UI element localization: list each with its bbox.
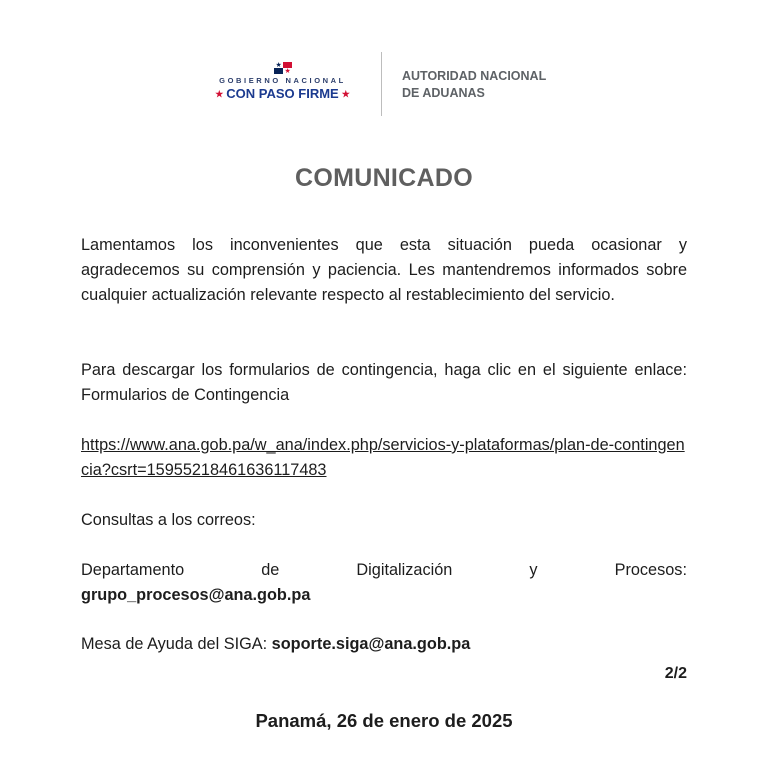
panama-flag-icon: ★ ★: [275, 62, 291, 75]
contingency-link[interactable]: https://www.ana.gob.pa/w_ana/index.php/servicios-y-plataformas/plan-de-contingencia?csrt=15955218461636117483: [81, 436, 685, 479]
consultas-label: Consultas a los correos:: [81, 511, 256, 529]
dept-label-row: Departamento de Digitalización y Procesos:: [81, 561, 687, 579]
mesa-contact: [81, 632, 687, 657]
agency-name: [402, 68, 546, 102]
gobierno-nacional-logo: [200, 62, 365, 101]
star-icon: ★: [341, 89, 350, 99]
gov-top-text: GOBIERNO NACIONAL: [219, 76, 346, 85]
mesa-label: Mesa de Ayuda del SIGA:: [81, 635, 272, 653]
contingency-link-block: [81, 433, 687, 483]
page-number: 2/2: [664, 665, 687, 682]
paragraph-download: Para descargar los formularios de contingencia, haga clic en el siguiente enlace: Formularios de Contingencia: [81, 361, 687, 404]
document-date: Panamá, 26 de enero de 2025: [255, 710, 513, 731]
gov-slogan: ★ CON PASO FIRME ★: [215, 86, 350, 101]
agency-line-2: DE ADUANAS: [402, 86, 485, 100]
page-title: COMUNICADO: [295, 164, 473, 192]
header-divider: [381, 52, 382, 116]
agency-line-1: AUTORIDAD NACIONAL: [402, 69, 547, 83]
mesa-email[interactable]: soporte.siga@ana.gob.pa: [271, 635, 471, 653]
paragraph-apology: Lamentamos los inconvenientes que esta situación pueda ocasionar y agradecemos su comprensión y paciencia. Les mantendremos informados sobre cualquier actualización relevante respecto al restablecimiento del servicio.: [81, 236, 687, 304]
dept-contact: [81, 558, 687, 608]
star-icon: ★: [215, 89, 224, 99]
dept-email[interactable]: grupo_procesos@ana.gob.pa: [81, 586, 311, 604]
header: [0, 50, 768, 120]
